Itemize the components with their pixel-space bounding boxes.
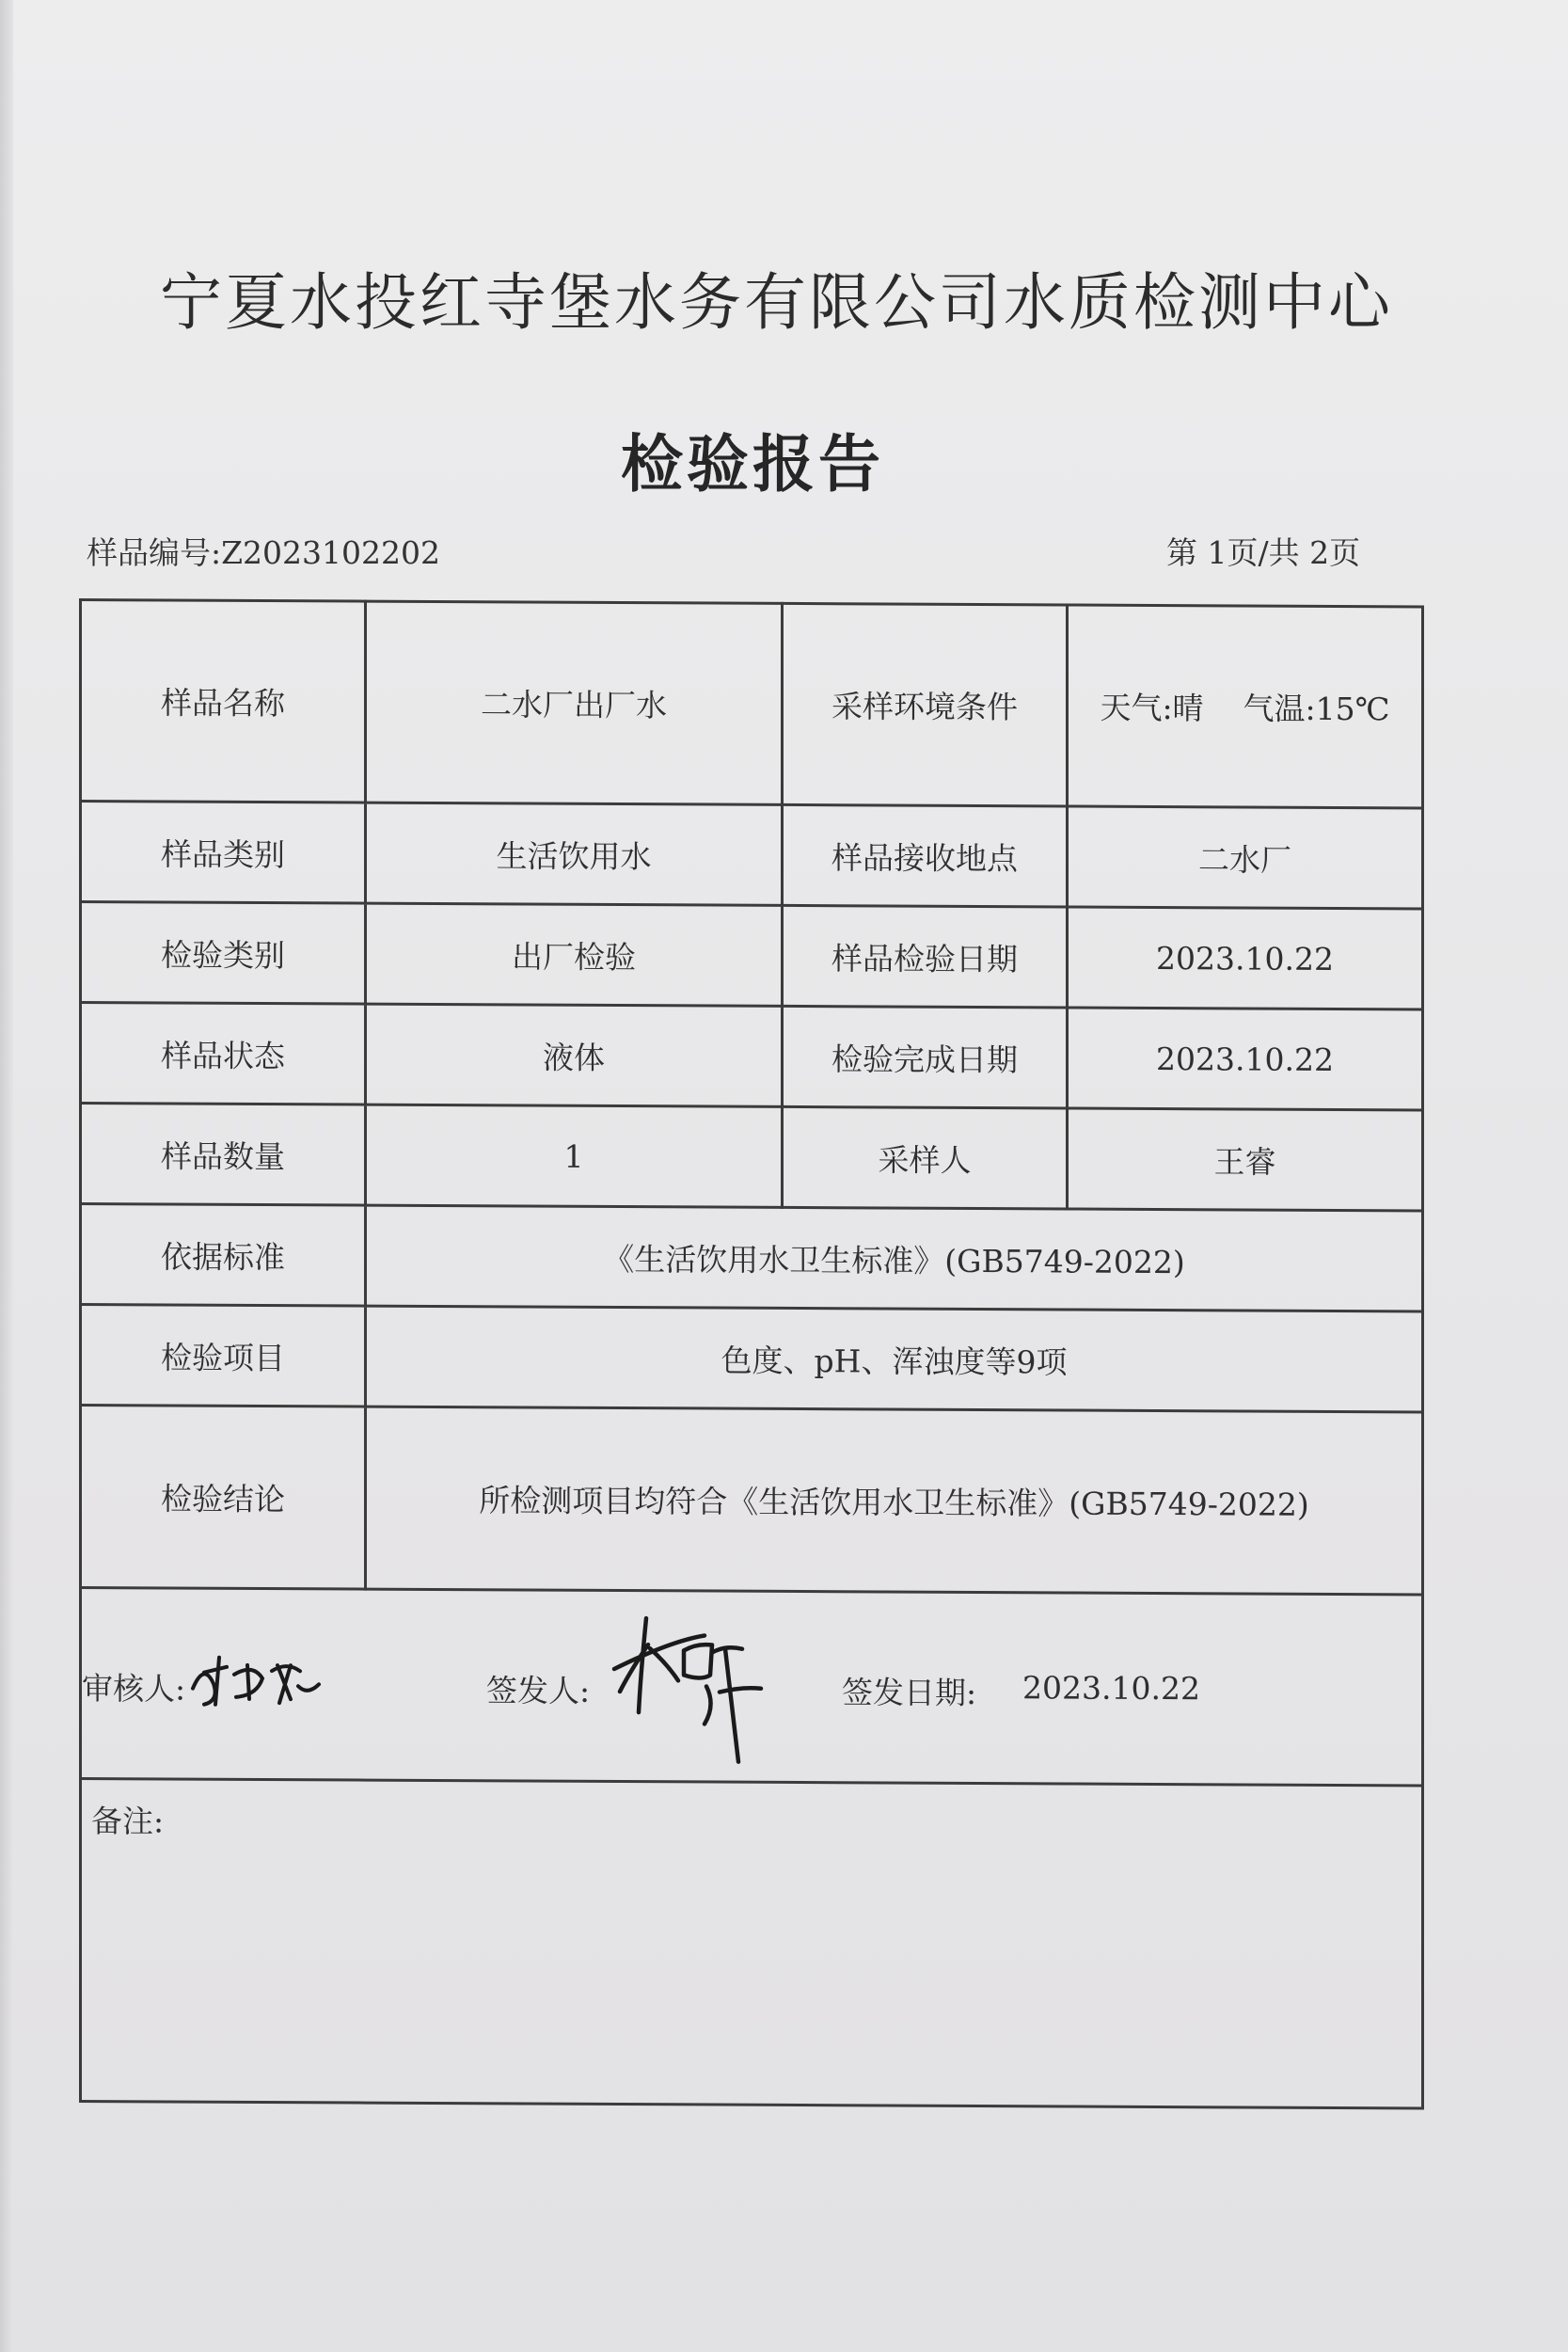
items-row	[81, 1305, 1423, 1412]
organization-name: 宁夏水投红寺堡水务有限公司水质检测中心	[160, 266, 1393, 339]
conclusion-label: 检验结论	[81, 1406, 366, 1590]
table-row	[81, 1003, 1423, 1110]
standard-value: 《生活饮用水卫生标准》(GB5749-2022)	[366, 1205, 1423, 1311]
standard-label: 依据标准	[81, 1204, 366, 1307]
notes-row	[81, 1779, 1423, 2108]
items-label: 检验项目	[81, 1305, 366, 1407]
issuer-signature	[609, 1607, 768, 1768]
conclusion-value: 所检测项目均符合《生活饮用水卫生标准》(GB5749-2022)	[366, 1406, 1423, 1595]
table-row	[81, 1104, 1423, 1211]
row-value: 二水厂出厂水	[366, 601, 783, 804]
sample-number	[87, 529, 440, 573]
issuer-label: 签发人:	[486, 1672, 591, 1709]
table-row	[81, 600, 1423, 808]
row-label-2: 采样人	[783, 1106, 1068, 1209]
row-label-2: 检验完成日期	[783, 1006, 1068, 1108]
row-value-2: 二水厂	[1068, 806, 1423, 909]
reviewer-label: 审核人:	[82, 1670, 186, 1708]
issue-date-value: 2023.10.22	[1022, 1669, 1200, 1708]
page-indicator: 第 1页/共 2页	[1166, 534, 1361, 571]
report-title: 检验报告	[621, 428, 884, 501]
notes-label: 备注:	[91, 1803, 165, 1840]
row-label-2: 样品检验日期	[783, 905, 1068, 1008]
row-label-2: 采样环境条件	[783, 603, 1068, 806]
row-label-2: 样品接收地点	[783, 804, 1068, 907]
conclusion-row	[81, 1406, 1423, 1595]
row-value-2: 2023.10.22	[1068, 1008, 1423, 1110]
page-edge	[0, 0, 13, 2352]
standard-row	[81, 1204, 1423, 1311]
row-value-2: 王睿	[1068, 1108, 1423, 1211]
row-value: 1	[366, 1104, 783, 1207]
reviewer-signature	[185, 1637, 326, 1723]
signature-row	[81, 1588, 1423, 1786]
notes-cell	[81, 1779, 1423, 2108]
sample-number-value: Z2023102202	[221, 534, 441, 571]
row-label: 样品状态	[81, 1003, 366, 1105]
row-label: 样品数量	[81, 1104, 366, 1206]
table-row	[81, 902, 1423, 1009]
row-value: 出厂检验	[366, 903, 783, 1006]
row-value: 液体	[366, 1004, 783, 1106]
row-label: 样品名称	[81, 600, 366, 803]
items-value: 色度、pH、浑浊度等9项	[366, 1306, 1423, 1412]
report-table	[79, 598, 1424, 2109]
row-value-2: 天气:晴 气温:15℃	[1068, 605, 1423, 808]
signature-cell	[81, 1588, 1423, 1786]
sample-number-label: 样品编号:	[87, 534, 222, 571]
row-label: 样品类别	[81, 802, 366, 904]
row-label: 检验类别	[81, 902, 366, 1005]
row-value: 生活饮用水	[366, 803, 783, 905]
issue-date-label: 签发日期:	[842, 1674, 977, 1711]
table-row	[81, 802, 1423, 909]
row-value-2: 2023.10.22	[1068, 907, 1423, 1009]
